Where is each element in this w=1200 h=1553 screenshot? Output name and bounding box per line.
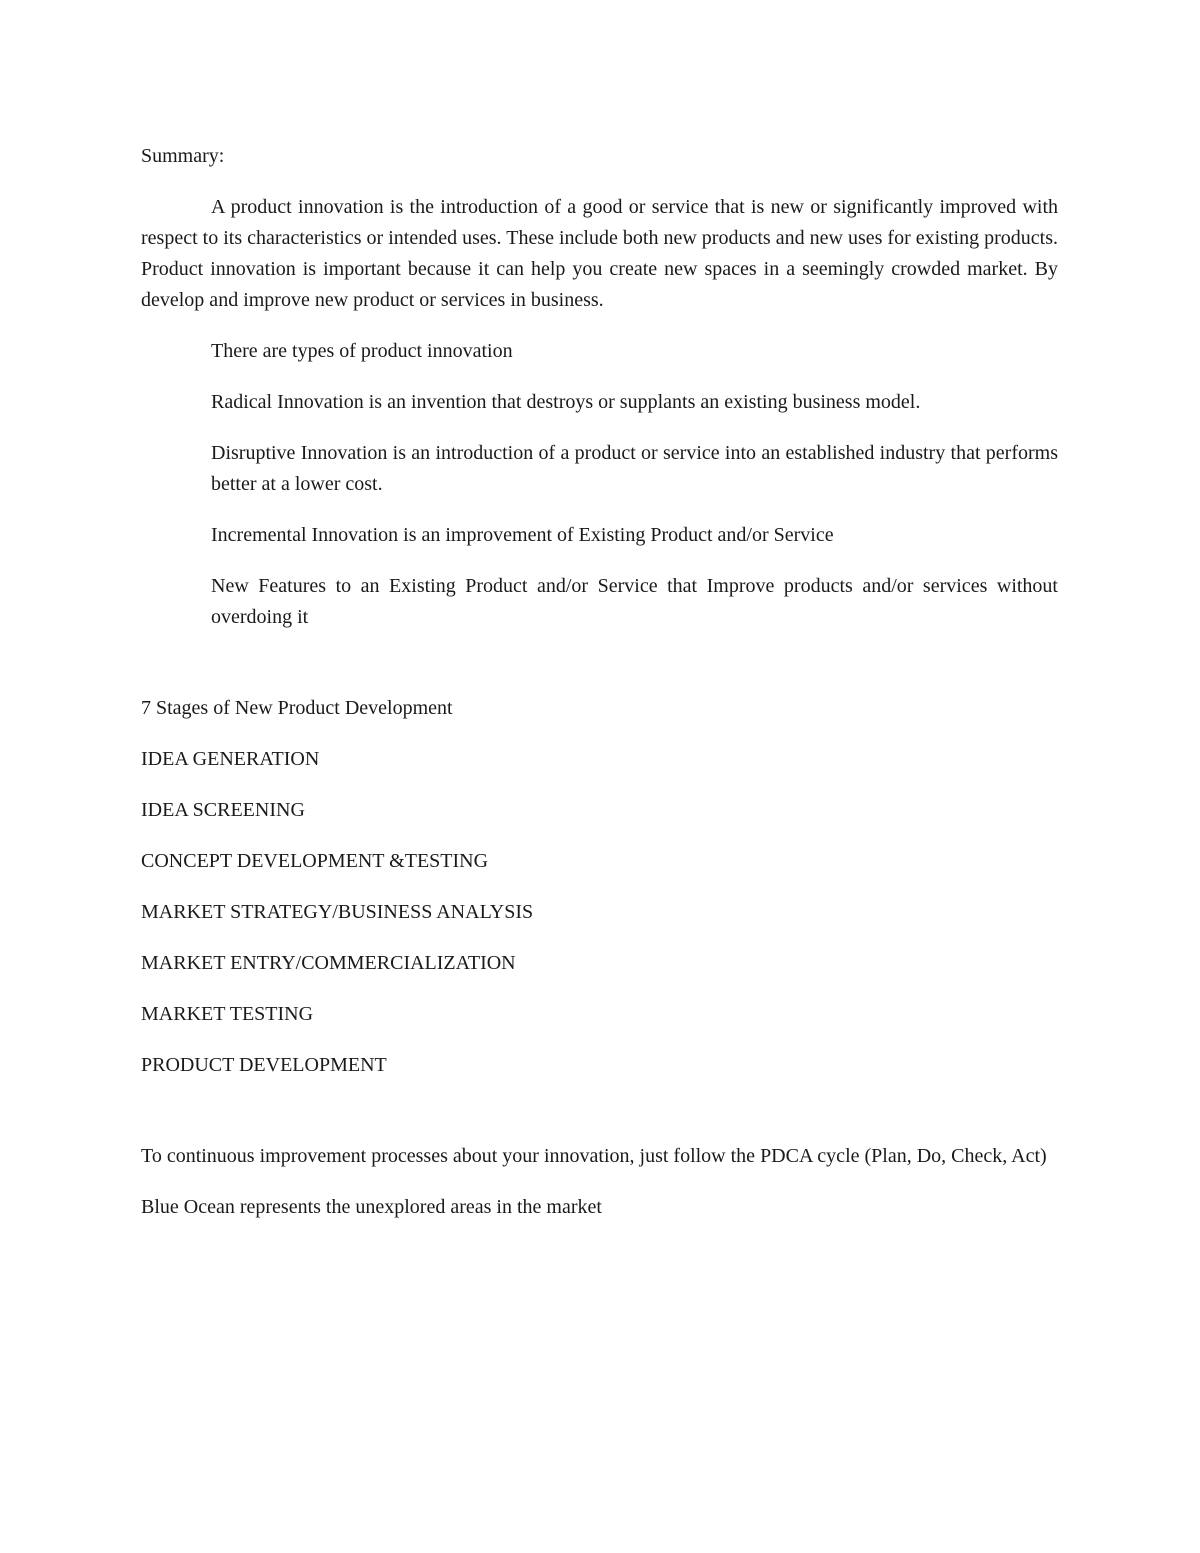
section-spacer	[141, 653, 1058, 693]
stage-item: MARKET ENTRY/COMMERCIALIZATION	[141, 952, 516, 974]
innovation-type-disruptive: Disruptive Innovation is an introduction of a product or service into an established industry that performs better at a lower cost.	[211, 442, 1058, 495]
innovation-type-new-features: New Features to an Existing Product and/or Service that Improve products and/or services without overdoing it	[211, 575, 1058, 628]
stages-heading: 7 Stages of New Product Development	[141, 697, 453, 719]
pdca-paragraph: To continuous improvement processes about your innovation, just follow the PDCA cycle (Plan, Do, Check, Act)	[141, 1145, 1047, 1167]
stage-item: CONCEPT DEVELOPMENT &TESTING	[141, 850, 489, 872]
types-intro: There are types of product innovation	[211, 340, 513, 362]
innovation-type-radical: Radical Innovation is an invention that destroys or supplants an existing business model.	[211, 391, 921, 413]
stage-item: IDEA SCREENING	[141, 799, 305, 821]
stage-item: PRODUCT DEVELOPMENT	[141, 1054, 387, 1076]
innovation-type-incremental: Incremental Innovation is an improvement of Existing Product and/or Service	[211, 524, 834, 546]
section-spacer	[141, 1101, 1058, 1141]
stage-item: MARKET STRATEGY/BUSINESS ANALYSIS	[141, 901, 534, 923]
summary-label: Summary:	[141, 145, 225, 167]
stage-item: MARKET TESTING	[141, 1003, 314, 1025]
stage-item: IDEA GENERATION	[141, 748, 320, 770]
intro-paragraph: A product innovation is the introduction of a good or service that is new or significantly improved with respect to its characteristics or intended uses. These include both new products and new uses for existing products. Product innovation is important because it can help you create new spaces in a seemingly crowded market. By develop and improve new product or services in business.	[141, 196, 1058, 311]
document-body	[141, 141, 1058, 1243]
blue-ocean-paragraph: Blue Ocean represents the unexplored areas in the market	[141, 1196, 602, 1218]
